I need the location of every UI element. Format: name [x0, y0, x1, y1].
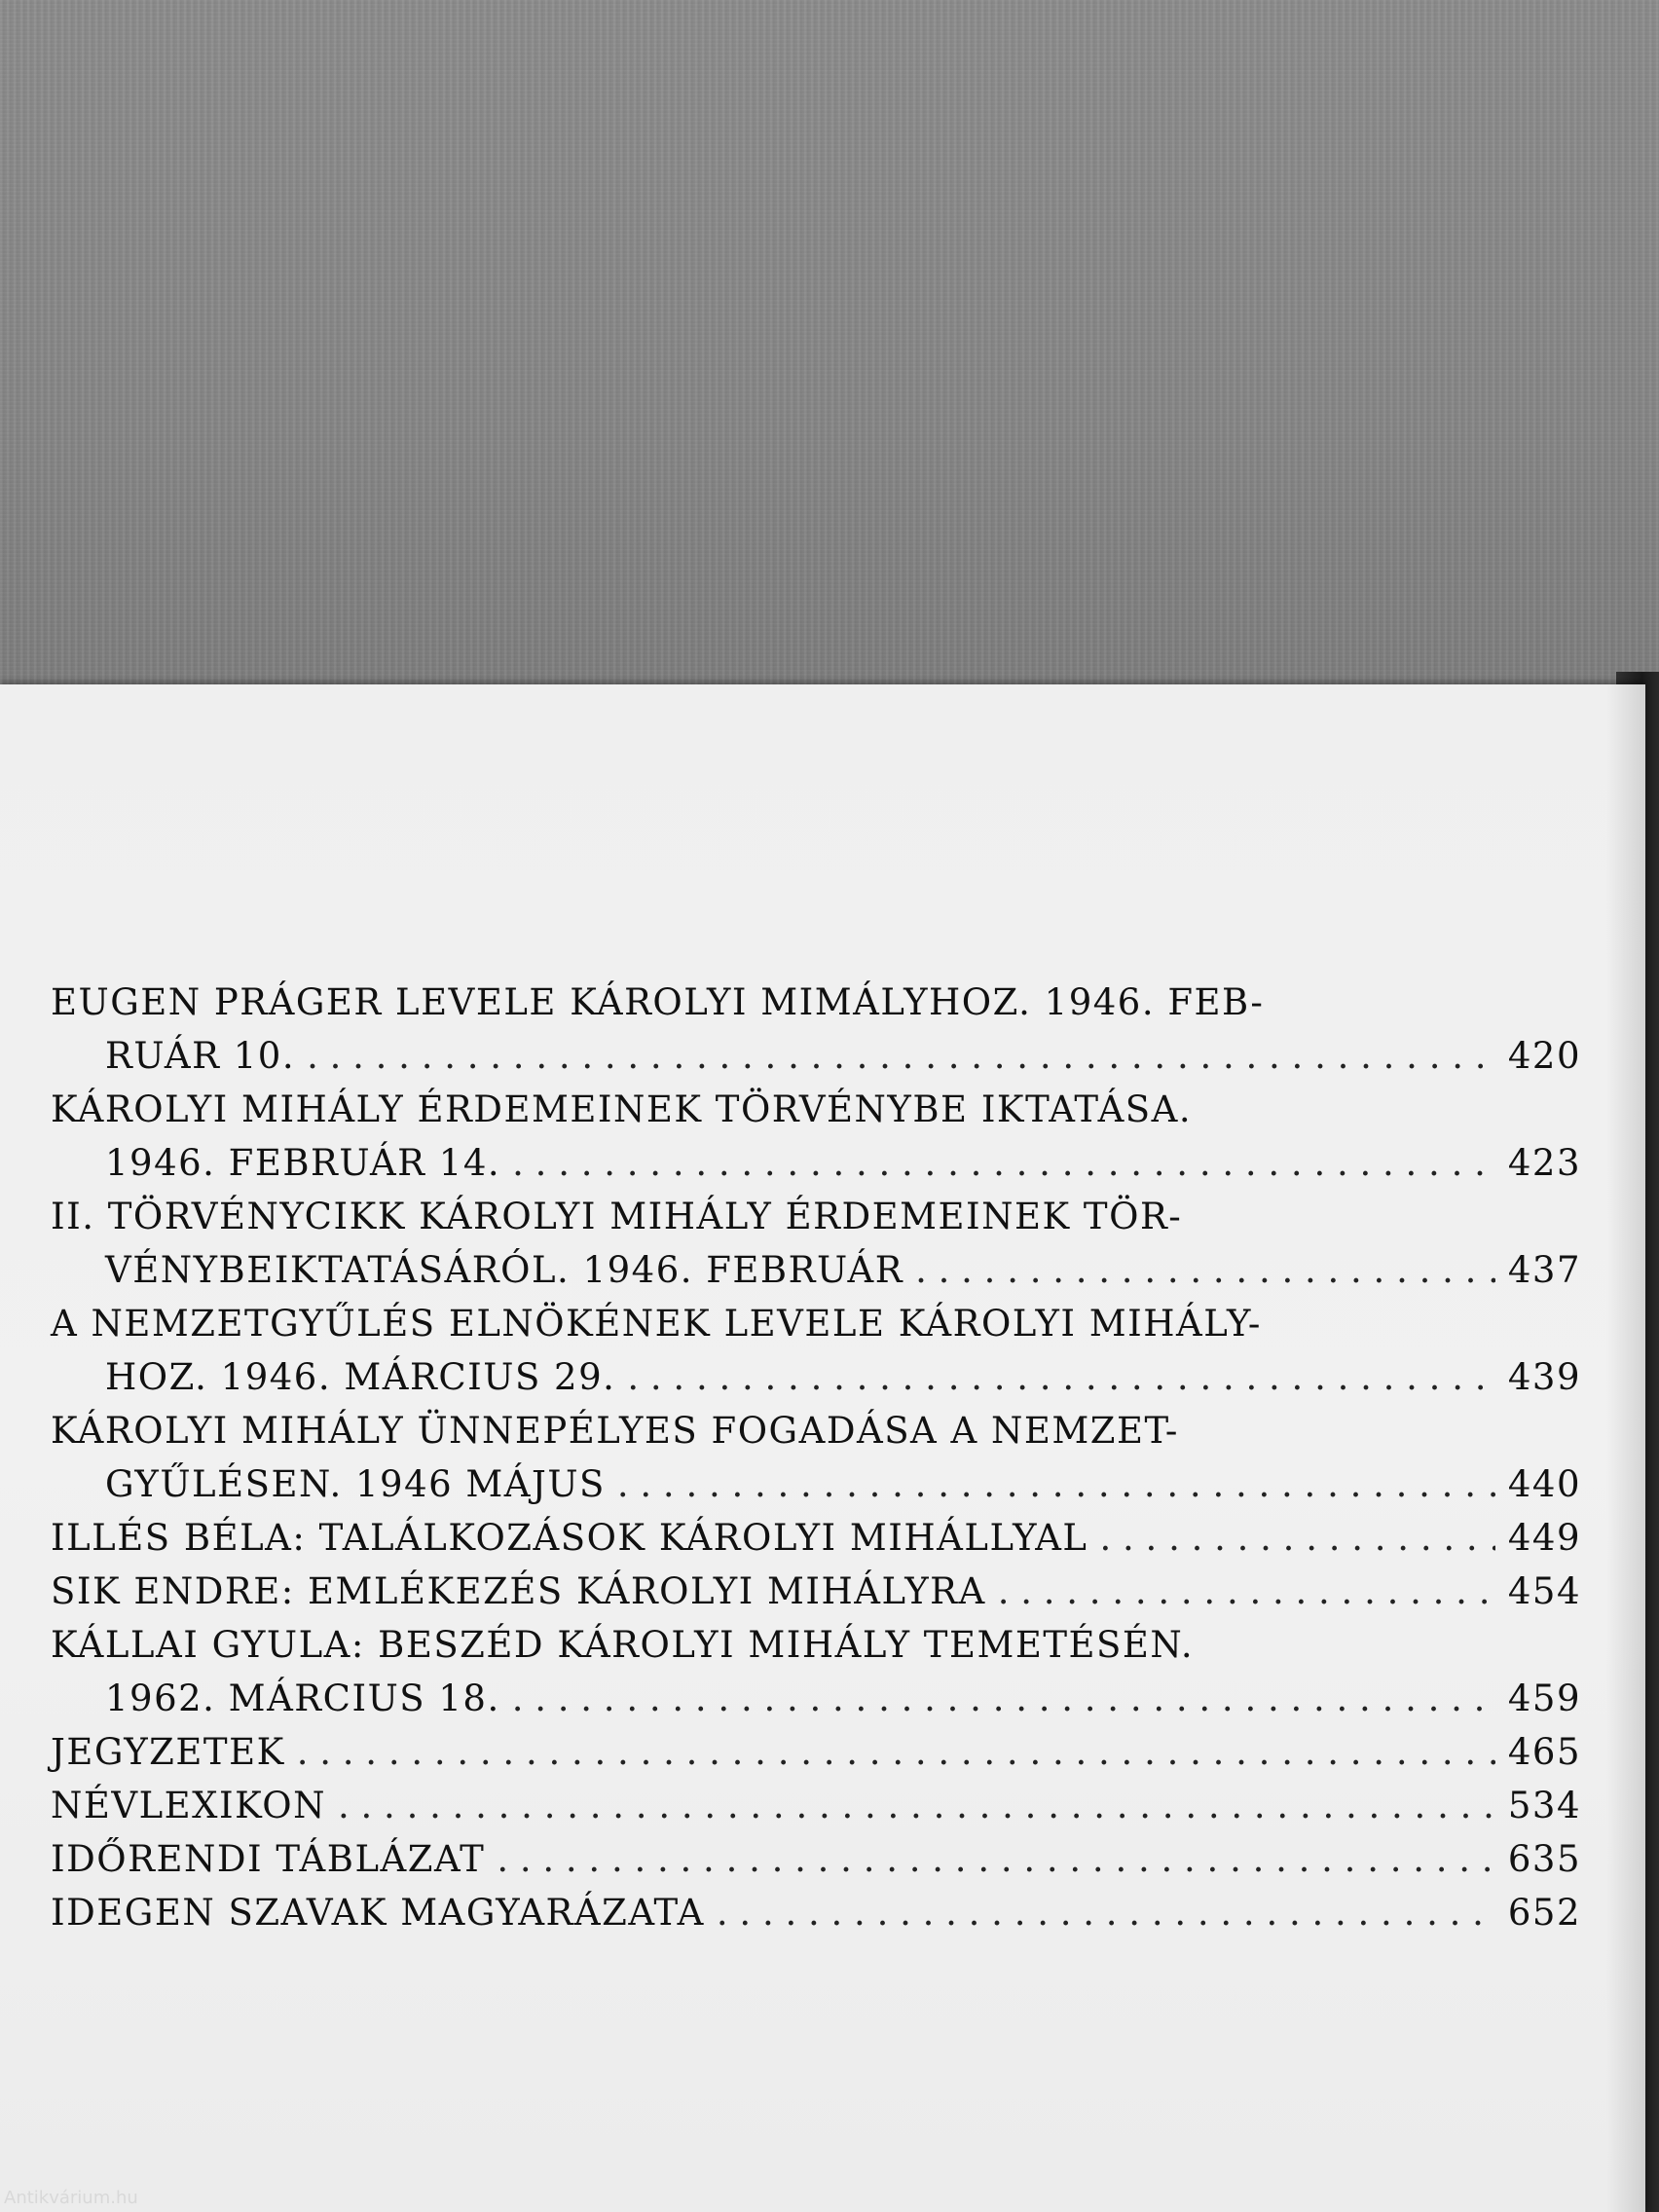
toc-line	[51, 1404, 1581, 1457]
dot-leader	[512, 1672, 1495, 1725]
toc-line	[51, 1136, 1581, 1190]
toc-line	[51, 1190, 1581, 1243]
toc-line	[51, 1672, 1581, 1725]
dot-leader	[338, 1779, 1495, 1832]
toc-line	[51, 1297, 1581, 1350]
toc-line	[51, 1725, 1581, 1779]
toc-entry-title: KÁLLAI GYULA: BESZÉD KÁROLYI MIHÁLY TEMETÉSÉN.	[51, 1624, 1195, 1666]
toc-entry-title: GYŰLÉSEN. 1946 MÁJUS	[105, 1463, 606, 1505]
toc-line	[51, 1618, 1581, 1672]
dot-leader	[717, 1886, 1495, 1939]
toc-page-number: 652	[1507, 1892, 1581, 1934]
toc-page-number: 635	[1507, 1838, 1581, 1880]
toc-page-number: 459	[1507, 1677, 1581, 1719]
toc-entry-title: 1946. FEBRUÁR 14.	[105, 1142, 501, 1184]
dot-leader	[915, 1243, 1495, 1297]
toc-line	[51, 1886, 1581, 1939]
toc-entry-title: 1962. MÁRCIUS 18.	[105, 1677, 500, 1719]
dot-leader	[497, 1832, 1495, 1886]
toc-entry-title: ILLÉS BÉLA: TALÁLKOZÁSOK KÁROLYI MIHÁLLYAL	[51, 1517, 1088, 1559]
toc-page-number: 439	[1507, 1356, 1581, 1398]
toc-entry-title: A NEMZETGYŰLÉS ELNÖKÉNEK LEVELE KÁROLYI MIHÁLY-	[51, 1303, 1262, 1345]
toc-entry-title: SIK ENDRE: EMLÉKEZÉS KÁROLYI MIHÁLYRA	[51, 1570, 986, 1612]
toc-entry-title: II. TÖRVÉNYCIKK KÁROLYI MIHÁLY ÉRDEMEINEK TÖR-	[51, 1196, 1183, 1237]
dot-leader	[307, 1029, 1495, 1083]
toc-page-number: 437	[1507, 1249, 1581, 1291]
toc-entry-title: RUÁR 10.	[105, 1035, 296, 1077]
toc-line	[51, 1511, 1581, 1565]
watermark: Antikvárium.hu	[4, 2188, 138, 2208]
toc-line	[51, 976, 1581, 1029]
toc-entry-title: KÁROLYI MIHÁLY ÜNNEPÉLYES FOGADÁSA A NEMZET-	[51, 1410, 1179, 1452]
background-surface	[0, 0, 1659, 701]
toc-page-number: 440	[1507, 1463, 1581, 1505]
table-of-contents	[51, 976, 1581, 1939]
toc-line	[51, 1779, 1581, 1832]
dot-leader	[627, 1350, 1495, 1404]
toc-entry-title: VÉNYBEIKTATÁSÁRÓL. 1946. FEBRUÁR	[105, 1249, 904, 1291]
toc-entry-title: KÁROLYI MIHÁLY ÉRDEMEINEK TÖRVÉNYBE IKTATÁSA.	[51, 1088, 1193, 1130]
dot-leader	[512, 1136, 1495, 1190]
toc-line	[51, 1457, 1581, 1511]
toc-entry-title: IDŐRENDI TÁBLÁZAT	[51, 1838, 486, 1880]
toc-entry-title: JEGYZETEK	[51, 1731, 285, 1773]
dot-leader	[617, 1457, 1495, 1511]
toc-line	[51, 1565, 1581, 1618]
toc-page-number: 534	[1507, 1785, 1581, 1826]
dot-leader	[998, 1565, 1495, 1618]
dot-leader	[1100, 1511, 1496, 1565]
toc-line	[51, 1243, 1581, 1297]
toc-entry-title: EUGEN PRÁGER LEVELE KÁROLYI MIMÁLYHOZ. 1946. FEB-	[51, 981, 1265, 1023]
toc-page-number: 449	[1507, 1517, 1581, 1559]
toc-page-number: 420	[1507, 1035, 1581, 1077]
toc-entry-title: HOZ. 1946. MÁRCIUS 29.	[105, 1356, 616, 1398]
toc-entry-title: IDEGEN SZAVAK MAGYARÁZATA	[51, 1892, 705, 1934]
toc-page-number: 465	[1507, 1731, 1581, 1773]
toc-line	[51, 1083, 1581, 1136]
toc-page-number: 423	[1507, 1142, 1581, 1184]
toc-line	[51, 1832, 1581, 1886]
toc-entry-title: NÉVLEXIKON	[51, 1785, 326, 1826]
dot-leader	[297, 1725, 1495, 1779]
toc-line	[51, 1029, 1581, 1083]
toc-page-number: 454	[1507, 1570, 1581, 1612]
toc-line	[51, 1350, 1581, 1404]
